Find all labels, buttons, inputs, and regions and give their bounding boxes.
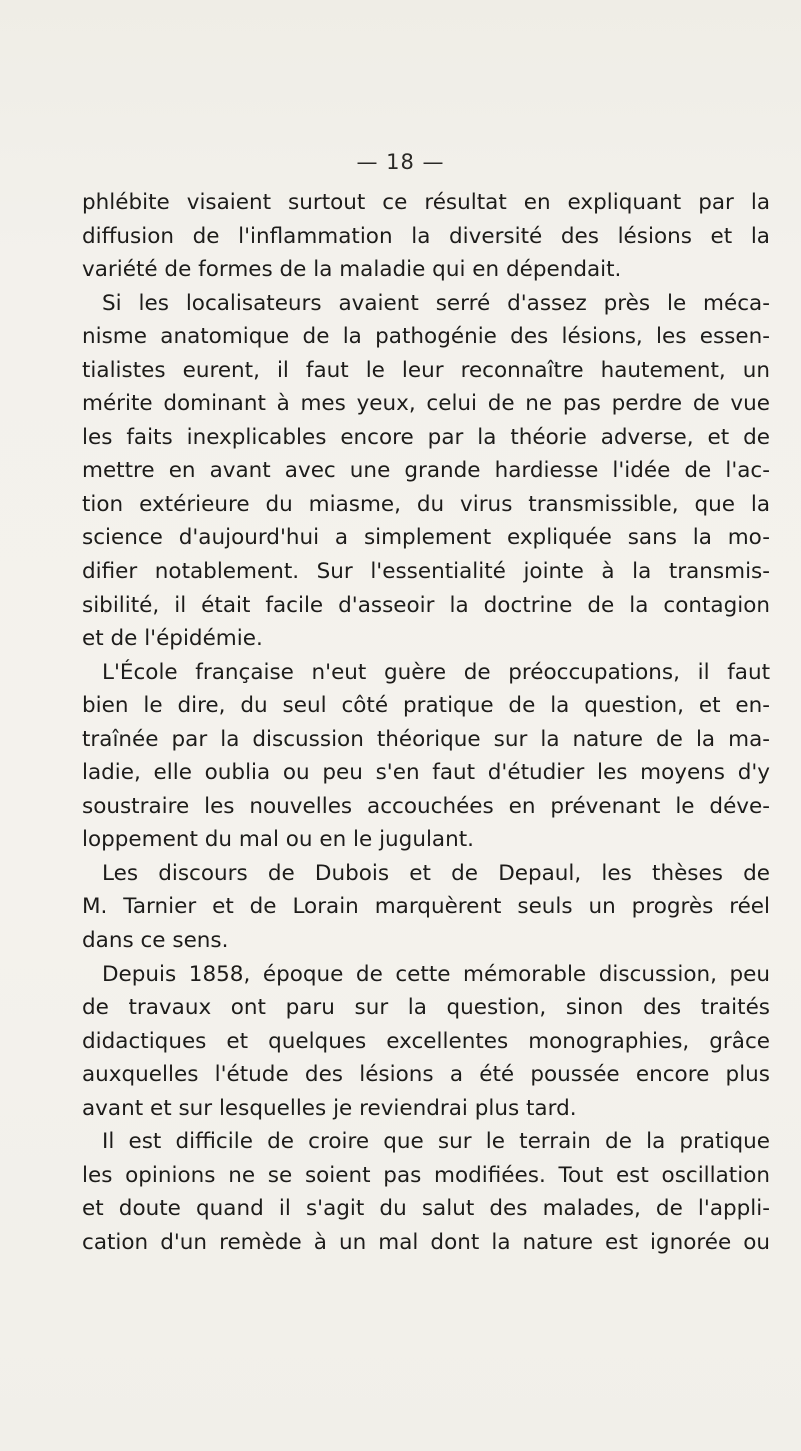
text-line: Depuis 1858, époque de cette mémorable discussion, peu (102, 961, 770, 987)
text-line: ladie, elle oublia ou peu s'en faut d'étudier les moyens d'y (82, 760, 770, 786)
page-number: — 18 — (356, 150, 445, 174)
text-line: auxquelles l'étude des lésions a été poussée encore plus (82, 1062, 770, 1088)
text-line: diffusion de l'inflammation la diversité des lésions et la (82, 223, 770, 249)
text-line: soustraire les nouvelles accouchées en prévenant le déve- (82, 793, 770, 819)
text-line: sibilité, il était facile d'asseoir la doctrine de la contagion (82, 592, 770, 618)
text-line: didactiques et quelques excellentes monographies, grâce (82, 1028, 770, 1054)
body-text (82, 186, 770, 1260)
text-line: loppement du mal ou en le jugulant. (82, 827, 474, 853)
text-line: les opinions ne se soient pas modifiées. Tout est oscillation (82, 1162, 770, 1188)
text-line: Si les localisateurs avaient serré d'assez près le méca- (102, 290, 770, 316)
text-line: Les discours de Dubois et de Depaul, les thèses de (102, 860, 770, 886)
text-line: avant et sur lesquelles je reviendrai plus tard. (82, 1095, 577, 1121)
text-line: cation d'un remède à un mal dont la nature est ignorée ou (82, 1229, 770, 1255)
text-line: Il est difficile de croire que sur le terrain de la pratique (102, 1129, 770, 1155)
text-line: mettre en avant avec une grande hardiesse l'idée de l'ac- (82, 458, 770, 484)
text-line: tialistes eurent, il faut le leur reconnaître hautement, un (82, 357, 770, 383)
text-line: les faits inexplicables encore par la théorie adverse, et de (82, 424, 770, 450)
text-line: difier notablement. Sur l'essentialité jointe à la transmis- (82, 559, 770, 585)
text-line: dans ce sens. (82, 928, 229, 954)
text-line: tion extérieure du miasme, du virus transmissible, que la (82, 491, 770, 517)
text-line: L'École française n'eut guère de préoccupations, il faut (102, 659, 770, 685)
text-line: M. Tarnier et de Lorain marquèrent seuls un progrès réel (82, 894, 770, 920)
text-line: traînée par la discussion théorique sur la nature de la ma- (82, 726, 770, 752)
text-line: variété de formes de la maladie qui en dépendait. (82, 257, 622, 283)
text-line: de travaux ont paru sur la question, sinon des traités (82, 995, 770, 1021)
text-line: bien le dire, du seul côté pratique de la question, et en- (82, 693, 770, 719)
text-line: science d'aujourd'hui a simplement expliquée sans la mo- (82, 525, 770, 551)
text-line: mérite dominant à mes yeux, celui de ne pas perdre de vue (82, 391, 770, 417)
text-line: nisme anatomique de la pathogénie des lésions, les essen- (82, 324, 770, 350)
text-line: et doute quand il s'agit du salut des malades, de l'appli- (82, 1196, 770, 1222)
text-line: phlébite visaient surtout ce résultat en expliquant par la (82, 190, 770, 215)
text-line: et de l'épidémie. (82, 626, 263, 652)
